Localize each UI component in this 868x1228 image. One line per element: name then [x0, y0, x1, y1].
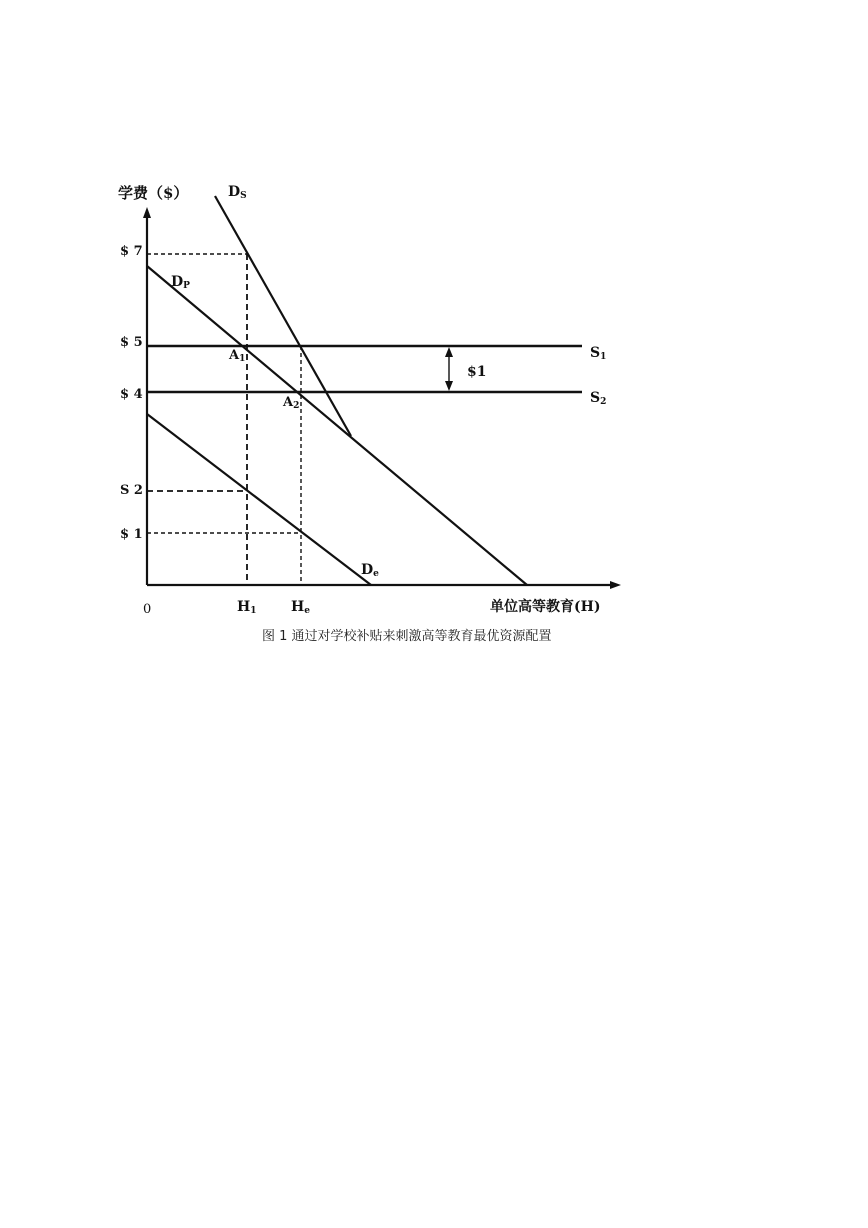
y-tick-label-p5: $ 5 — [120, 335, 143, 350]
y-axis-arrowhead — [143, 207, 151, 218]
origin-label: 0 — [143, 602, 152, 617]
curve-label-de: De — [361, 562, 379, 579]
point-label-a2: A2 — [283, 395, 300, 411]
x-axis-arrowhead — [610, 581, 621, 589]
curve-label-s1: S1 — [590, 345, 607, 362]
y-tick-label-p7: $ 7 — [120, 244, 143, 259]
y-tick-label-p4: $ 4 — [120, 387, 143, 402]
point-label-a1: A1 — [229, 348, 246, 364]
y-tick-label-p2: S 2 — [120, 483, 143, 498]
y-tick-label-p1: $ 1 — [120, 527, 143, 542]
demand-curve-dp — [147, 266, 527, 585]
curve-label-s2: S2 — [590, 390, 607, 407]
gap-label: $1 — [467, 364, 487, 380]
x-tick-label-he: He — [291, 599, 310, 616]
curve-label-dp: DP — [171, 274, 190, 291]
x-tick-label-h1: H1 — [237, 599, 257, 616]
demand-curve-de — [147, 414, 371, 585]
gap-arrowhead-up — [445, 347, 453, 357]
curve-label-ds: DS — [228, 184, 247, 201]
figure-caption: 图 1 通过对学校补贴来刺激高等教育最优资源配置 — [262, 629, 552, 644]
gap-arrowhead-down — [445, 381, 453, 391]
y-axis-label: 学费（$） — [118, 184, 189, 202]
x-axis-label: 单位高等教育(H) — [490, 599, 601, 615]
